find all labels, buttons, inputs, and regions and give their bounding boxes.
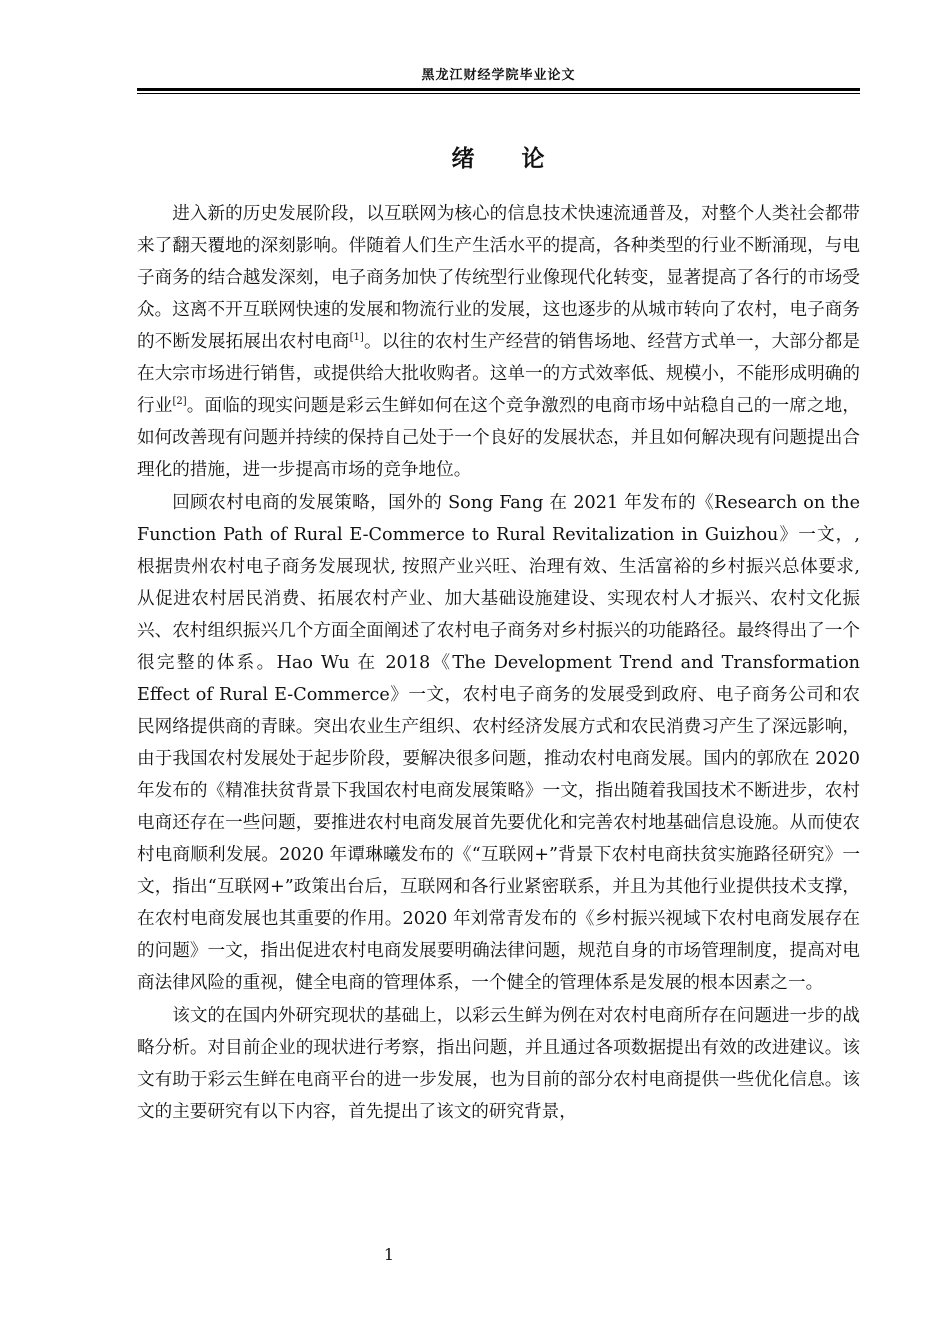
page-number: 1: [383, 1245, 395, 1264]
running-header: 黑龙江财经学院毕业论文: [421, 68, 576, 83]
citation-1: [1]: [349, 332, 364, 343]
paragraph-1: [137, 198, 860, 486]
paragraph-3: 该文的在国内外研究现状的基础上，以彩云生鲜为例在对农村电商所存在问题进一步的战略分析。对目前企业的现状进行考察，指出问题，并且通过各项数据提出有效的改进建议。该文有助于彩云生鲜在电商平台的进一步发展，也为目前的部分农村电商提供一些优化信息。该文的主要研究有以下内容，首先提出了该文的研究背景，: [137, 1006, 860, 1122]
header-rule-thick: [137, 88, 860, 91]
paragraph-1-part-3: 。面临的现实问题是彩云生鲜如何在这个竞争激烈的电商市场中站稳自己的一席之地，如何改善现有问题并持续的保持自己处于一个良好的发展状态，并且如何解决现有问题提出合理化的措施，进一步提高市场的竞争地位。: [137, 396, 860, 480]
body-text: [137, 198, 860, 1129]
paragraph-2: 回顾农村电商的发展策略，国外的 Song Fang 在 2021 年发布的《Research on the Function Path of Rural E-Commerce to Rural Revitalization in Guizhou》一文，, 根据贵州农村电子商务发展现状, 按照产业兴旺、治理有效、生活富裕的乡村振兴总体要求, 从促进农村居民消费、拓展农村产业、加大基础设施建设、实现农村人才振兴、农村文化振兴、农村组织振兴几个方面全面阐述了农村电子商务对乡村振兴的功能路径。最终得出了一个很完整的体系。Hao Wu 在 2018《The Development Trend and Transformation Effect of Rural E-Commerce》一文，农村电子商务的发展受到政府、电子商务公司和农民网络提供商的青睐。突出农业生产组织、农村经济发展方式和农民消费习产生了深远影响，由于我国农村发展处于起步阶段，要解决很多问题，推动农村电商发展。国内的郭欣在 2020 年发布的《精准扶贫背景下我国农村电商发展策略》一文，指出随着我国技术不断进步，农村电商还存在一些问题，要推进农村电商发展首先要优化和完善农村地基础信息设施。从而使农村电商顺利发展。2020 年谭琳曦发布的《“互联网+”背景下农村电商扶贫实施路径研究》一文，指出“互联网+”政策出台后，互联网和各行业紧密联系，并且为其他行业提供技术支撑，在农村电商发展也其重要的作用。2020 年刘常青发布的《乡村振兴视域下农村电商发展存在的问题》一文，指出促进农村电商发展要明确法律问题，规范自身的市场管理制度，提高对电商法律风险的重视，健全电商的管理体系，一个健全的管理体系是发展的根本因素之一。: [137, 493, 860, 993]
section-title-char-1: 绪: [451, 145, 476, 172]
section-title-char-2: 论: [521, 145, 546, 172]
header-rule-thin: [137, 93, 860, 94]
section-title: [137, 140, 860, 173]
citation-2: [2]: [172, 396, 187, 407]
paragraph-1-part-1: 进入新的历史发展阶段，以互联网为核心的信息技术快速流通普及，对整个人类社会都带来了翻天覆地的深刻影响。伴随着人们生产生活水平的提高，各种类型的行业不断涌现，与电子商务的结合越发深刻，电子商务加快了传统型行业像现代化转变，显著提高了各行的市场受众。这离不开互联网快速的发展和物流行业的发展，这也逐步的从城市转向了农村，电子商务的不断发展拓展出农村电商: [137, 204, 860, 352]
paragraph-1-part-2: 。以往的农村生产经营的销售场地、经营方式单一，大部分都是在大宗市场进行销售，或提供给大批收购者。这单一的方式效率低、规模小，不能形成明确的行业: [137, 332, 860, 416]
